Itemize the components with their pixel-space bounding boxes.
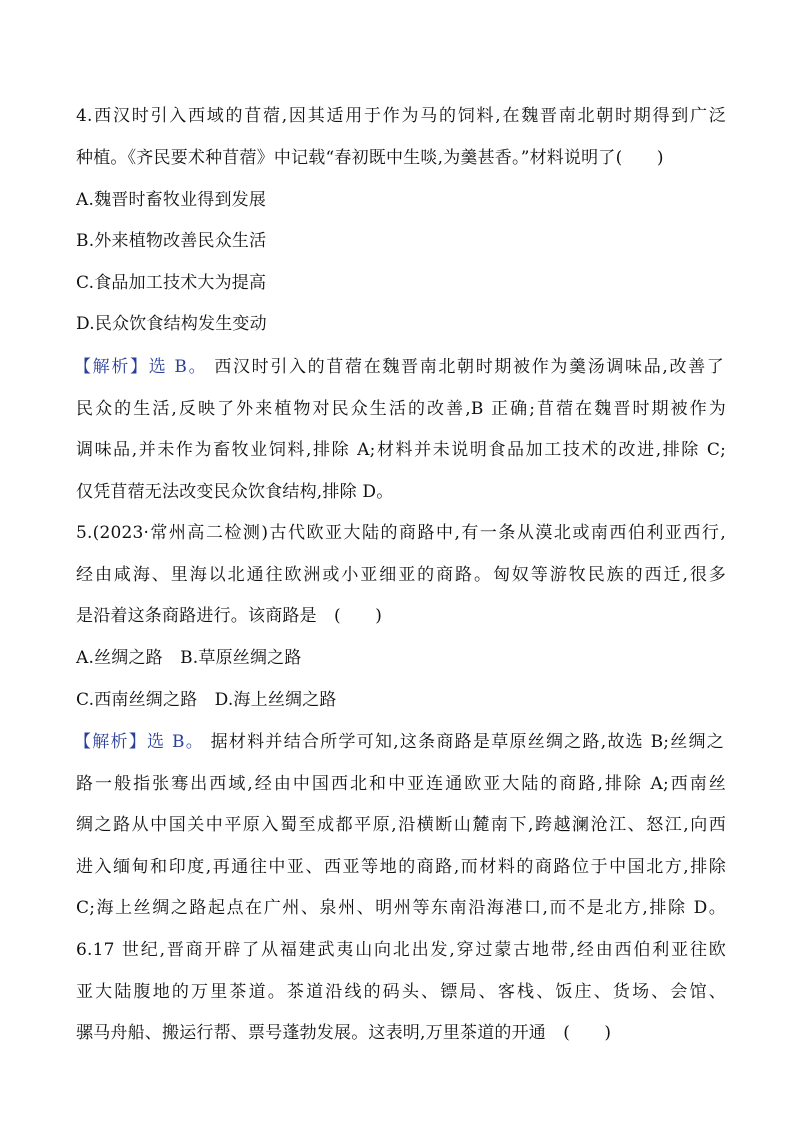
q4-option-b: B.外来植物改善民众生活 bbox=[76, 231, 267, 251]
q4-option-a: A.魏晋时畜牧业得到发展 bbox=[76, 190, 267, 210]
q4-analysis-line-2: 民众的生活,反映了外来植物对民众生活的改善,B 正确;苜蓿在魏晋时期被作为 bbox=[76, 399, 726, 419]
q6-stem-line-1: 6.17 世纪,晋商开辟了从福建武夷山向北出发,穿过蒙古地带,经由西伯利亚往欧 bbox=[76, 940, 726, 960]
q5-stem-line-3: 是沿着这条商路进行。该商路是 ( ) bbox=[76, 606, 383, 626]
q4-option-d: D.民众饮食结构发生变动 bbox=[76, 314, 267, 334]
q4-number: 4. bbox=[76, 106, 93, 126]
q5-analysis-line-1: 【解析】选 B。 据材料并结合所学可知,这条商路是草原丝绸之路,故选 B;丝绸之 bbox=[74, 732, 724, 752]
q4-analysis-line-4: 仅凭苜蓿无法改变民众饮食结构,排除 D。 bbox=[76, 482, 394, 502]
q4-analysis-line-3: 调味品,并未作为畜牧业饲料,排除 A;材料并未说明食品加工技术的改进,排除 C; bbox=[76, 440, 726, 460]
q5-analysis-label: 【解析】 bbox=[74, 732, 148, 752]
q5-stem-line-2: 经由咸海、里海以北通往欧洲或小亚细亚的商路。匈奴等游牧民族的西迁,很多 bbox=[76, 565, 726, 585]
q4-stem-line-1: 4.西汉时引入西域的苜蓿,因其适用于作为马的饲料,在魏晋南北朝时期得到广泛 bbox=[76, 106, 726, 126]
q6-stem-line-3: 骡马舟船、搬运行帮、票号蓬勃发展。这表明,万里茶道的开通 ( ) bbox=[76, 1023, 612, 1043]
q6-number: 6. bbox=[76, 940, 93, 960]
q5-analysis-line-3: 绸之路从中国关中平原入蜀至成都平原,沿横断山麓南下,跨越澜沧江、怒江,向西 bbox=[76, 815, 726, 835]
q4-analysis-answer: 选 B。 bbox=[148, 357, 208, 377]
q4-stem-line-2: 种植。《齐民要术种苜蓿》中记载“春初既中生啖,为羹甚香。”材料说明了( ) bbox=[76, 148, 664, 168]
q5-number: 5. bbox=[76, 523, 93, 543]
q5-options-row-1: A.丝绸之路 B.草原丝绸之路 bbox=[76, 648, 302, 668]
q4-option-c: C.食品加工技术大为提高 bbox=[76, 273, 267, 293]
q6-stem-line-2: 亚大陆腹地的万里茶道。茶道沿线的码头、镖局、客栈、饭庄、货场、会馆、 bbox=[76, 982, 726, 1002]
q4-analysis-line-1: 【解析】选 B。 西汉时引入的苜蓿在魏晋南北朝时期被作为羹汤调味品,改善了 bbox=[74, 357, 724, 377]
q5-analysis-answer: 选 B。 bbox=[147, 732, 204, 752]
q5-options-row-2: C.西南丝绸之路 D.海上丝绸之路 bbox=[76, 690, 337, 710]
q5-analysis-line-4: 进入缅甸和印度,再通往中亚、西亚等地的商路,而材料的商路位于中国北方,排除 bbox=[76, 857, 726, 877]
q5-analysis-line-2: 路一般指张骞出西域,经由中国西北和中亚连通欧亚大陆的商路,排除 A;西南丝 bbox=[76, 774, 726, 794]
q5-stem-line-1: 5.(2023·常州高二检测)古代欧亚大陆的商路中,有一条从漠北或南西伯利亚西行, bbox=[76, 523, 726, 543]
q5-analysis-line-5: C;海上丝绸之路起点在广州、泉州、明州等东南沿海港口,而不是北方,排除 D。 bbox=[76, 898, 726, 918]
q4-analysis-label: 【解析】 bbox=[74, 357, 149, 377]
